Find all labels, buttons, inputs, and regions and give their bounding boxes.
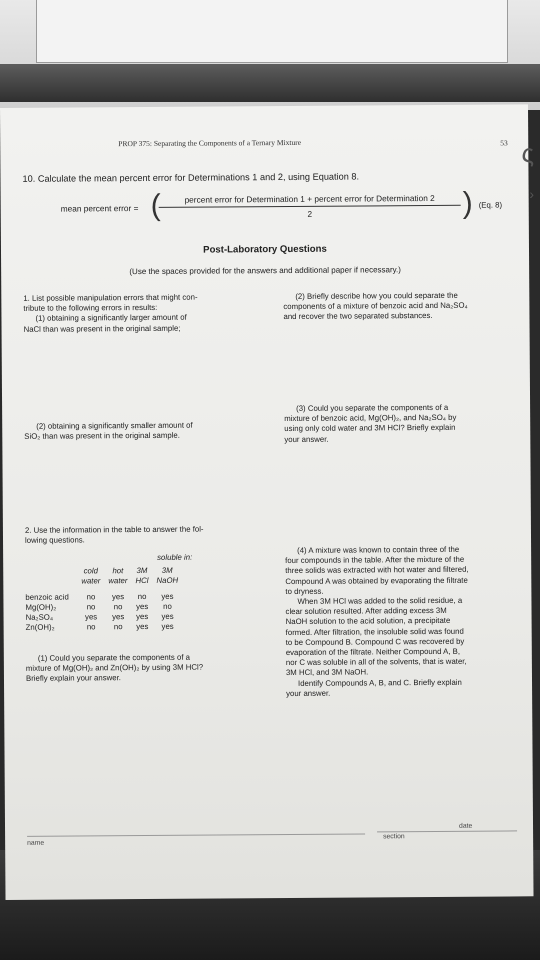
q2-part4-line: 3M HCl, and 3M NaOH. [285,667,369,678]
question-2-part-1 [26,652,271,684]
background-glyph: ς [521,138,534,168]
table-cell: no [86,621,96,631]
page-header: PROP 375: Separating the Components of a Ternary Mixture [118,137,302,149]
equation-numerator: percent error for Determination 1 + percent error for Determination 2 [184,192,435,205]
question-1-right-3 [284,402,520,444]
column-header: water [81,575,101,585]
q1-line: 1. List possible manipulation errors that might con- [23,292,198,303]
question-1-part-2 [24,420,269,442]
table-corner [25,565,77,575]
table-corner [25,575,77,585]
q1r-line: components of a mixture of benzoic acid and Na₂SO₄ [283,300,468,312]
q1-part2: (2) obtaining a significantly smaller amount of [36,420,193,431]
q1r-line: (3) Could you separate the components of a [296,402,449,413]
section-date-line [377,830,517,832]
name-line [27,833,365,836]
table-cell: yes [161,591,174,601]
table-cell: no [86,601,96,611]
table-cell: yes [111,591,125,601]
compound-name: Na₂SO₄ [25,612,54,622]
column-header: HCl [135,575,149,585]
backdrop-box [36,0,508,63]
column-header: water [108,575,128,585]
table-cell: no [113,621,123,631]
q1-line: tribute to the following errors in results: [23,303,158,314]
question-2 [25,524,270,546]
q2-part4-line: When 3M HCl was added to the solid residue, a [297,595,463,606]
q2-part1: (1) Could you separate the components of a [37,652,191,663]
table-cell: no [86,591,96,601]
question-2-part-4 [285,544,524,699]
q2-line: 2. Use the information in the table to answer the fol- [24,524,204,535]
q1r-line: mixture of benzoic acid, Mg(OH)₂, and Na₂SO₄ by [284,413,457,424]
q2-part4-line: nor C was soluble in all of the solvents, that is water, [285,656,467,668]
q2-part4-line: three solids was extracted with hot water and filtered, [285,565,469,576]
q2-part4-line: formed. After filtration, the insoluble solid was found [285,626,464,637]
equation-denominator: 2 [307,208,313,219]
background-glyph: › [529,186,534,202]
table-cell: yes [136,611,149,621]
equation-label: (Eq. 8) [478,200,503,210]
name-label: name [27,839,45,847]
column-header: NaOH [156,575,179,585]
q1r-line: your answer. [284,434,329,444]
q2-line: lowing questions. [24,535,85,546]
question-1-right-2 [283,290,519,322]
q1r-line: using only cold water and 3M HCl? Briefly explain [284,423,456,434]
q1r-line: and recover the two separated substances. [283,311,433,322]
table-cell: no [163,601,172,611]
question-10: 10. Calculate the mean percent error for Determinations 1 and 2, using Equation 8. [22,171,360,184]
q2-part4-line: four compounds in the table. After the mixture of the [285,554,465,566]
q2-part1: mixture of Mg(OH)₂ and Zn(OH)₂ by using 3M HCl? [25,662,204,674]
compound-name: Zn(OH)₂ [25,622,55,632]
worksheet-page [0,104,534,900]
backdrop-dark-bar [0,64,540,102]
compound-name: benzoic acid [25,592,69,602]
table-cell: yes [161,621,174,631]
table-cell: yes [161,611,174,621]
q1-part1: (1) obtaining a significantly larger amount of [35,313,187,324]
date-label: date [459,822,473,830]
q2-part4-line: clear solution resulted. After adding excess 3M [285,606,447,617]
q2-part1: Briefly explain your answer. [25,673,121,684]
q2-part4-line: Compound A was obtained by evaporating the filtrate [285,575,468,586]
q1r-line: (2) Briefly describe how you could separate the [295,290,458,301]
q1-part2: SiO₂ than was present in the original sample. [24,430,180,442]
left-paren: ( [150,188,161,222]
table-cell: yes [136,621,149,631]
equation-8 [60,186,521,229]
question-1 [23,292,268,335]
column-header: 3M [136,565,148,575]
column-header: hot [112,565,124,575]
section-label: section [383,833,405,841]
table-cell: no [113,601,123,611]
soluble-in-label [157,553,192,563]
solubility-table [25,565,182,632]
table-cell: yes [136,601,149,611]
q2-part4-line: evaporation of the filtrate. Neither Compound A, B, [285,646,461,658]
compound-name: Mg(OH)₂ [25,602,57,612]
q2-part4-line: NaOH solution to the acid solution, a precipitate [285,616,451,627]
equation-lhs: mean percent error = [60,203,139,214]
table-cell: yes [84,611,98,621]
q2-part4-line: (4) A mixture was known to contain three of the [297,544,460,555]
post-lab-title: Post-Laboratory Questions [203,243,327,256]
column-header: 3M [161,565,173,575]
right-paren: ) [462,186,473,220]
q1-part1: NaCl than was present in the original sample; [23,323,181,334]
post-lab-subtitle: (Use the spaces provided for the answers and additional paper if necessary.) [129,265,401,277]
q2-part4-line: Identify Compounds A, B, and C. Briefly explain [297,677,462,688]
page-number: 53 [500,138,508,148]
q2-part4-line: to be Compound B. Compound C was recovered by [285,636,465,647]
table-header-row [25,575,182,586]
soluble-in-text: soluble in: [157,552,193,562]
q2-part4-line: your answer. [286,688,331,698]
q2-part4-line: to dryness. [285,586,324,596]
table-cell: no [137,591,147,601]
column-header: cold [83,565,98,575]
table-row [26,621,183,632]
table-cell: yes [112,611,125,621]
